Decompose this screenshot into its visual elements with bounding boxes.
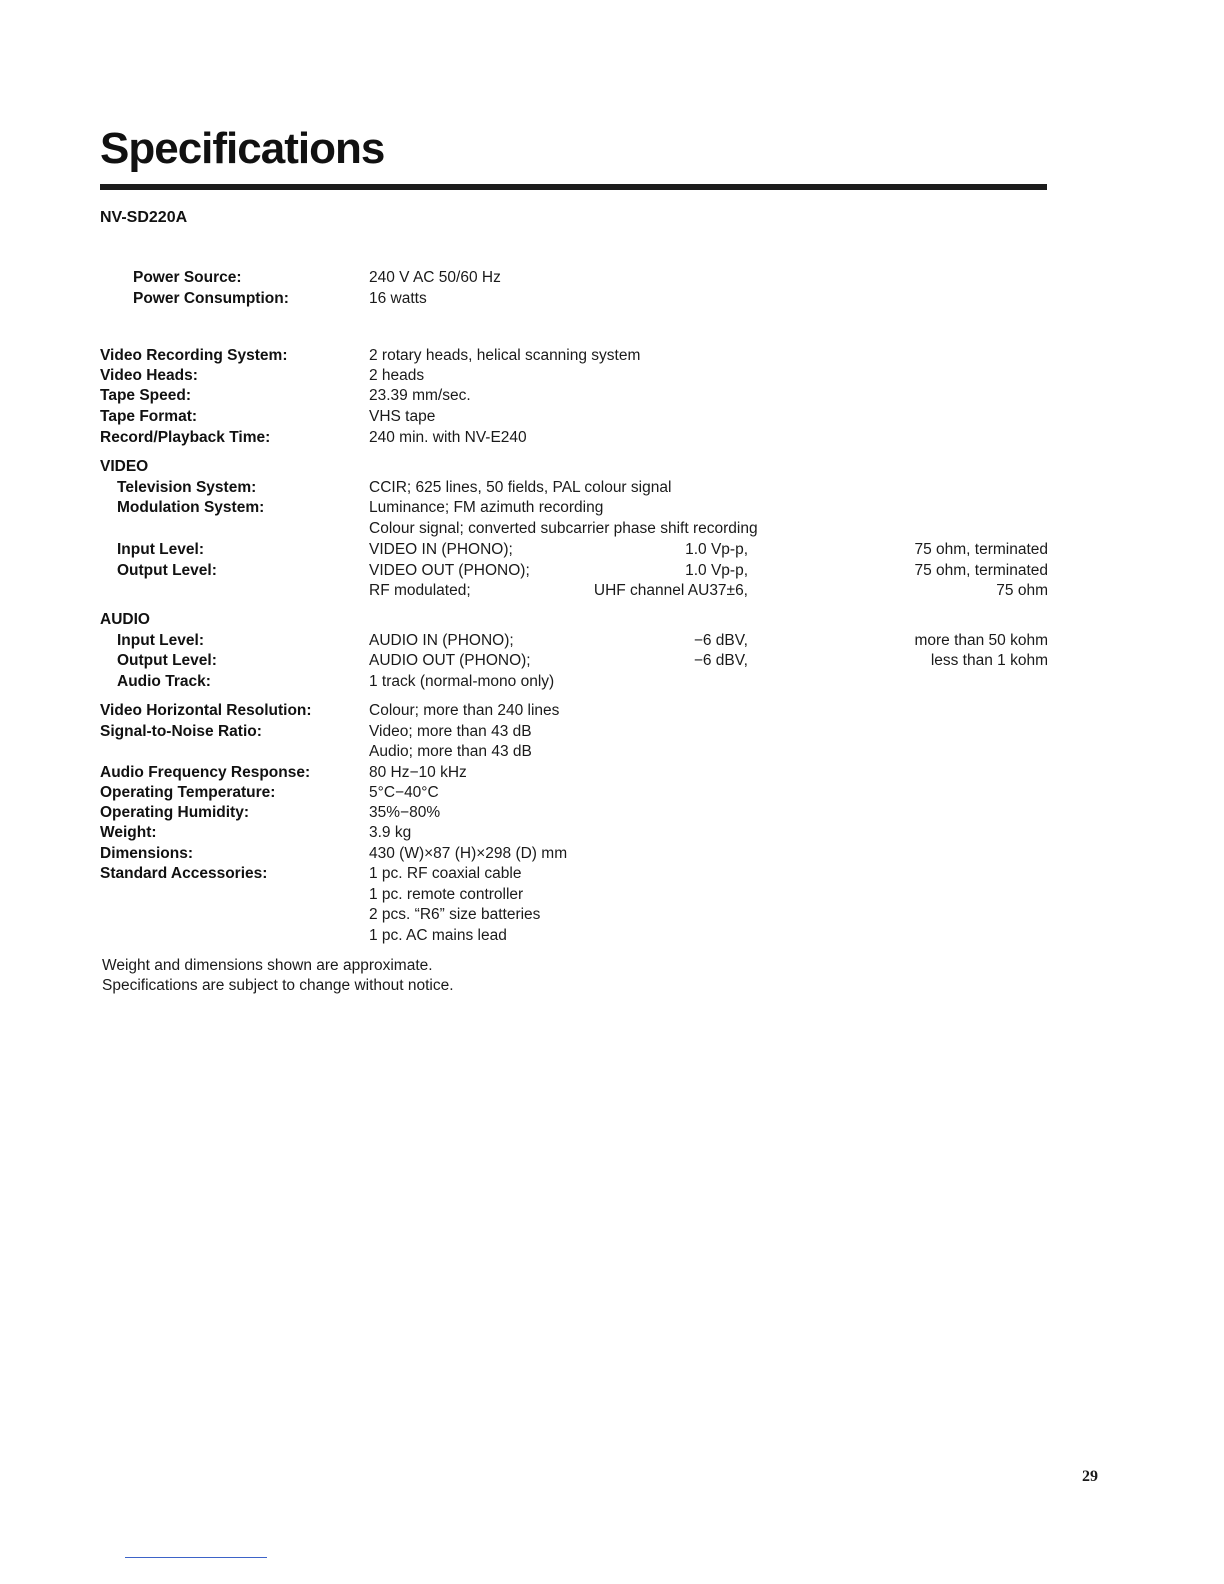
spec-value: Audio; more than 43 dB — [369, 743, 532, 760]
spec-row — [0, 864, 1224, 884]
spec-value: 80 Hz−10 kHz — [369, 764, 467, 781]
spec-label: Output Level: — [117, 562, 217, 579]
spec-impedance: 75 ohm, terminated — [914, 541, 1048, 558]
section-heading: AUDIO — [100, 611, 150, 628]
model-number: NV-SD220A — [100, 209, 188, 226]
spec-label: Output Level: — [117, 652, 217, 669]
spec-row — [0, 803, 1224, 823]
spec-value: 430 (W)×87 (H)×298 (D) mm — [369, 845, 568, 862]
spec-level: 1.0 Vp-p, — [685, 562, 748, 579]
accessory-item: 2 pcs. “R6” size batteries — [369, 906, 541, 923]
page-number: 29 — [1082, 1468, 1098, 1485]
spec-row — [0, 581, 1224, 601]
spec-row — [0, 763, 1224, 783]
spec-row — [0, 366, 1224, 386]
spec-value: Colour signal; converted subcarrier phase shift recording — [369, 520, 758, 537]
spec-impedance: 75 ohm, terminated — [914, 562, 1048, 579]
spec-level: UHF channel AU37±6, — [593, 582, 748, 599]
spec-row — [0, 407, 1224, 427]
spec-impedance: less than 1 kohm — [930, 652, 1048, 669]
spec-value: VHS tape — [369, 408, 436, 425]
footer-line — [125, 1557, 267, 1558]
accessory-item: 1 pc. remote controller — [369, 886, 524, 903]
spec-row — [0, 905, 1224, 925]
page-title: Specifications — [100, 124, 385, 173]
spec-label: Weight: — [100, 824, 157, 841]
spec-label: Audio Track: — [117, 673, 211, 690]
spec-value: 2 heads — [369, 367, 425, 384]
spec-impedance: more than 50 kohm — [914, 632, 1048, 649]
title-rule — [100, 184, 1047, 190]
spec-level: 1.0 Vp-p, — [685, 541, 748, 558]
spec-row — [0, 742, 1224, 762]
spec-label: Power Source: — [133, 269, 242, 286]
footnote: Weight and dimensions shown are approximate. — [102, 957, 433, 974]
spec-value: Colour; more than 240 lines — [369, 702, 560, 719]
spec-impedance: 75 ohm — [996, 582, 1048, 599]
spec-row — [0, 346, 1224, 366]
section-heading-video — [0, 457, 1224, 477]
accessory-item: 1 pc. RF coaxial cable — [369, 865, 522, 882]
spec-label: Television System: — [117, 479, 257, 496]
spec-label: Standard Accessories: — [100, 865, 268, 882]
spec-label: Video Horizontal Resolution: — [100, 702, 312, 719]
section-heading-audio — [0, 610, 1224, 630]
footnote: Specifications are subject to change without notice. — [102, 977, 454, 994]
accessory-item: 1 pc. AC mains lead — [369, 927, 507, 944]
spec-value: AUDIO OUT (PHONO); — [369, 652, 531, 669]
spec-value: RF modulated; — [369, 582, 471, 599]
spec-row — [0, 478, 1224, 498]
spec-row-power-source — [0, 268, 1224, 288]
spec-label: Operating Temperature: — [100, 784, 276, 801]
spec-value: 16 watts — [369, 290, 427, 307]
spec-value: Video; more than 43 dB — [369, 723, 532, 740]
spec-value: 35%−80% — [369, 804, 441, 821]
spec-label: Tape Speed: — [100, 387, 192, 404]
spec-value: 1 track (normal-mono only) — [369, 673, 555, 690]
spec-value: 23.39 mm/sec. — [369, 387, 471, 404]
spec-label: Dimensions: — [100, 845, 194, 862]
spec-label: Signal-to-Noise Ratio: — [100, 723, 262, 740]
spec-row-power-consumption — [0, 289, 1224, 309]
spec-label: Video Recording System: — [100, 347, 288, 364]
spec-label: Record/Playback Time: — [100, 429, 271, 446]
spec-label: Operating Humidity: — [100, 804, 249, 821]
spec-value: 2 rotary heads, helical scanning system — [369, 347, 641, 364]
spec-row — [0, 722, 1224, 742]
spec-value: 240 min. with NV-E240 — [369, 429, 527, 446]
spec-value: CCIR; 625 lines, 50 fields, PAL colour signal — [369, 479, 672, 496]
spec-value: 5°C−40°C — [369, 784, 439, 801]
spec-value: AUDIO IN (PHONO); — [369, 632, 514, 649]
spec-row — [0, 498, 1224, 518]
spec-label: Input Level: — [117, 541, 204, 558]
spec-value: 240 V AC 50/60 Hz — [369, 269, 501, 286]
spec-level: −6 dBV, — [693, 652, 748, 669]
spec-row — [0, 844, 1224, 864]
spec-row — [0, 428, 1224, 448]
spec-label: Tape Format: — [100, 408, 198, 425]
spec-label: Audio Frequency Response: — [100, 764, 311, 781]
spec-row — [0, 823, 1224, 843]
spec-label: Modulation System: — [117, 499, 265, 516]
spec-value: VIDEO IN (PHONO); — [369, 541, 513, 558]
spec-row — [0, 926, 1224, 946]
section-heading: VIDEO — [100, 458, 149, 475]
spec-value: VIDEO OUT (PHONO); — [369, 562, 530, 579]
spec-row — [0, 783, 1224, 803]
spec-level: −6 dBV, — [693, 632, 748, 649]
spec-row — [0, 561, 1224, 581]
spec-row — [0, 519, 1224, 539]
spec-row — [0, 386, 1224, 406]
spec-value: 3.9 kg — [369, 824, 412, 841]
spec-row — [0, 701, 1224, 721]
spec-label: Video Heads: — [100, 367, 198, 384]
spec-label: Power Consumption: — [133, 290, 289, 307]
spec-row — [0, 631, 1224, 651]
spec-row — [0, 885, 1224, 905]
spec-value: Luminance; FM azimuth recording — [369, 499, 604, 516]
spec-row — [0, 540, 1224, 560]
spec-row — [0, 672, 1224, 692]
spec-row — [0, 651, 1224, 671]
spec-label: Input Level: — [117, 632, 204, 649]
